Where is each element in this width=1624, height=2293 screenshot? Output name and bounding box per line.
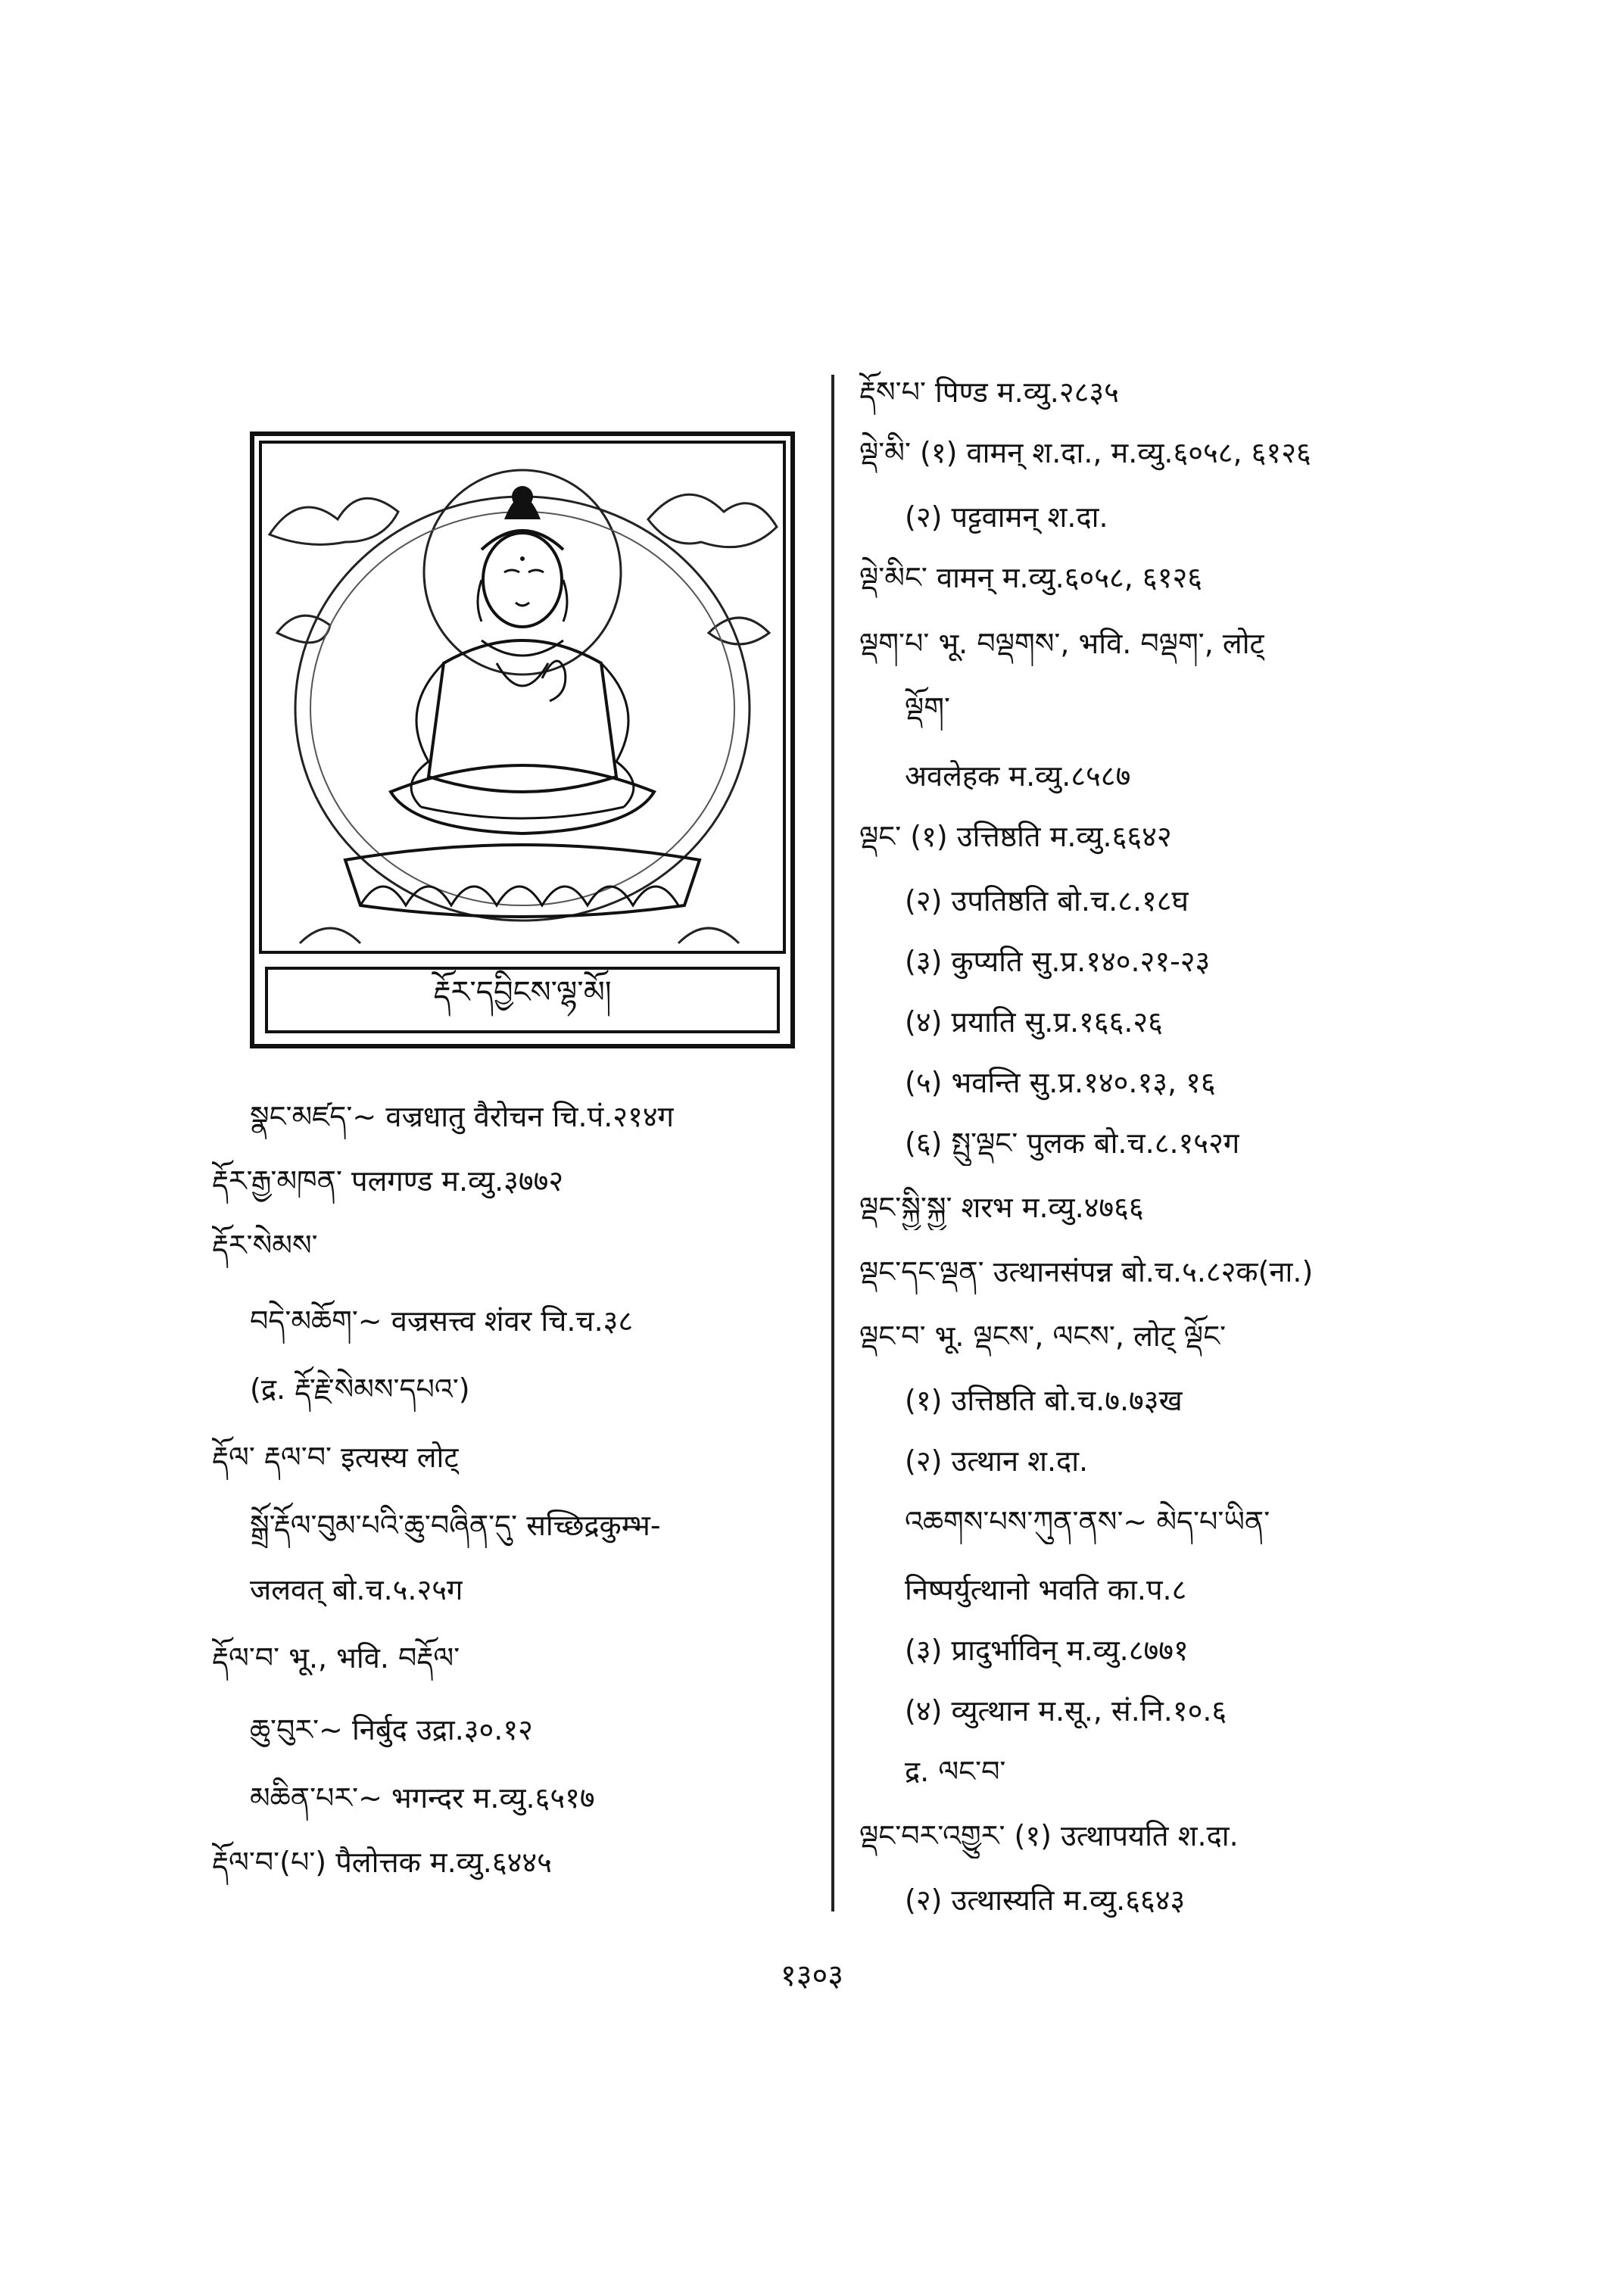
figure-caption: རྡོར་དབྱིངས་ལྷ་མོ། (265, 967, 780, 1033)
entry-line: ལྡེ་མིང་ वामन् म.व्यु.६०५८, ६१२६ (859, 561, 1202, 594)
entry-line: ལྡོག་ (905, 691, 951, 724)
entry-line: द्र. ལང་བ་ (905, 1755, 1006, 1788)
entry-line: རྡོལ་བ་(པ་) पैलोत्तक म.व्यु.६४४५ (212, 1846, 552, 1879)
entry-line: རྡོལ་བ་ भू., भवि. བརྡོལ་ (212, 1641, 460, 1675)
entry-line: (४) व्युत्थान म.सू., सं.नि.१०.६ (905, 1694, 1227, 1728)
entry-line: རྡོས་པ་ पिण्ड म.व्यु.२८३५ (859, 375, 1119, 409)
entry-line: ལྡང་དང་ལྡན་ उत्थानसंपन्न बो.च.५.८२क(ना.) (859, 1255, 1314, 1288)
entry-line: ལྡག་པ་ भू. བལྡགས་, भवि. བལྡག་, लोट् (859, 627, 1264, 660)
entry-line: བདེ་མཆོག་~ वज्रसत्त्व शंवर चि.च.३८ (250, 1304, 634, 1338)
entry-line: འཆགས་པས་ཀུན་ནས་~ མེད་པ་ཡིན་ (905, 1505, 1270, 1538)
entry-line: (१) उत्तिष्ठति बो.च.७.७३ख (905, 1384, 1183, 1417)
entry-line: (२) पट्टवामन् श.दा. (905, 500, 1108, 534)
entry-line: མཆིན་པར་~ भगन्दर म.व्यु.६५१७ (250, 1781, 595, 1815)
entry-line: སྒྲོ་རྡོལ་བུམ་པའི་ཆུ་བཞིན་དུ་ सच्छिद्रकुम्भ- (250, 1509, 661, 1542)
entry-line: जलवत् बो.च.५.२५ग (250, 1573, 463, 1606)
entry-line: निष्पर्युत्थानो भवति का.प.८ (905, 1573, 1187, 1606)
entry-line: ལྡེ་མི་ (१) वामन् श.दा., म.व्यु.६०५८, ६१२६ (859, 436, 1311, 469)
deity-illustration (250, 431, 795, 1048)
entry-line: (४) प्रयाति सु.प्र.१६६.२६ (905, 1005, 1163, 1039)
entry-line: (५) भवन्ति सु.प्र.१४०.१३, १६ (905, 1066, 1216, 1099)
entry-line: རྡོལ་ རྡལ་བ་ इत्यस्य लोट् (212, 1441, 459, 1474)
entry-line: (२) उपतिष्ठति बो.च.८.१८घ (905, 884, 1189, 918)
entry-line: (३) प्रादुर्भाविन् म.व्यु.८७७१ (905, 1634, 1189, 1667)
entry-line: (द्र. རྡོ་རྗེ་སེམས་དཔའ་) (250, 1372, 470, 1406)
entry-line: ལྡང་ (१) उत्तिष्ठति म.व्यु.६६४२ (859, 820, 1172, 853)
entry-line: སྣང་མཛད་~ वज्रधातु वैरोचन चि.पं.२१४ग (250, 1100, 674, 1133)
deity-drawing (254, 436, 790, 958)
entry-line: (६) སྤུ་ལྡང་ पुलक बो.च.८.१५२ग (905, 1126, 1240, 1160)
page-number: १३०३ (780, 1958, 844, 1993)
entry-line: ལྡང་སྐྱི་སྐྱ་ शरभ म.व्यु.४७६६ (859, 1191, 1144, 1224)
entry-line: (३) कुप्यति सु.प्र.१४०.२१-२३ (905, 945, 1211, 978)
entry-line: ལྡང་བར་འགྱུར་ (१) उत्थापयति श.दा. (859, 1819, 1239, 1852)
entry-line: ལྡང་བ་ भू. ལྡངས་, ལངས་, लोट् ལྡོང་ (859, 1319, 1227, 1353)
entry-line: (२) उत्थास्यति म.व्यु.६६४३ (905, 1883, 1186, 1917)
entry-line: རྡོར་རྒྱ་མཁན་ पलगण्ड म.व्यु.३७७२ (212, 1164, 564, 1198)
entry-line: རྡོར་སེམས་ (212, 1229, 318, 1262)
entry-line: अवलेहक म.व्यु.८५८७ (905, 759, 1131, 793)
column-divider (831, 375, 834, 1911)
entry-line: ཆུ་བུར་~ निर्बुद उद्रा.३०.१२ (250, 1713, 533, 1746)
entry-line: (२) उत्थान श.दा. (905, 1444, 1089, 1478)
